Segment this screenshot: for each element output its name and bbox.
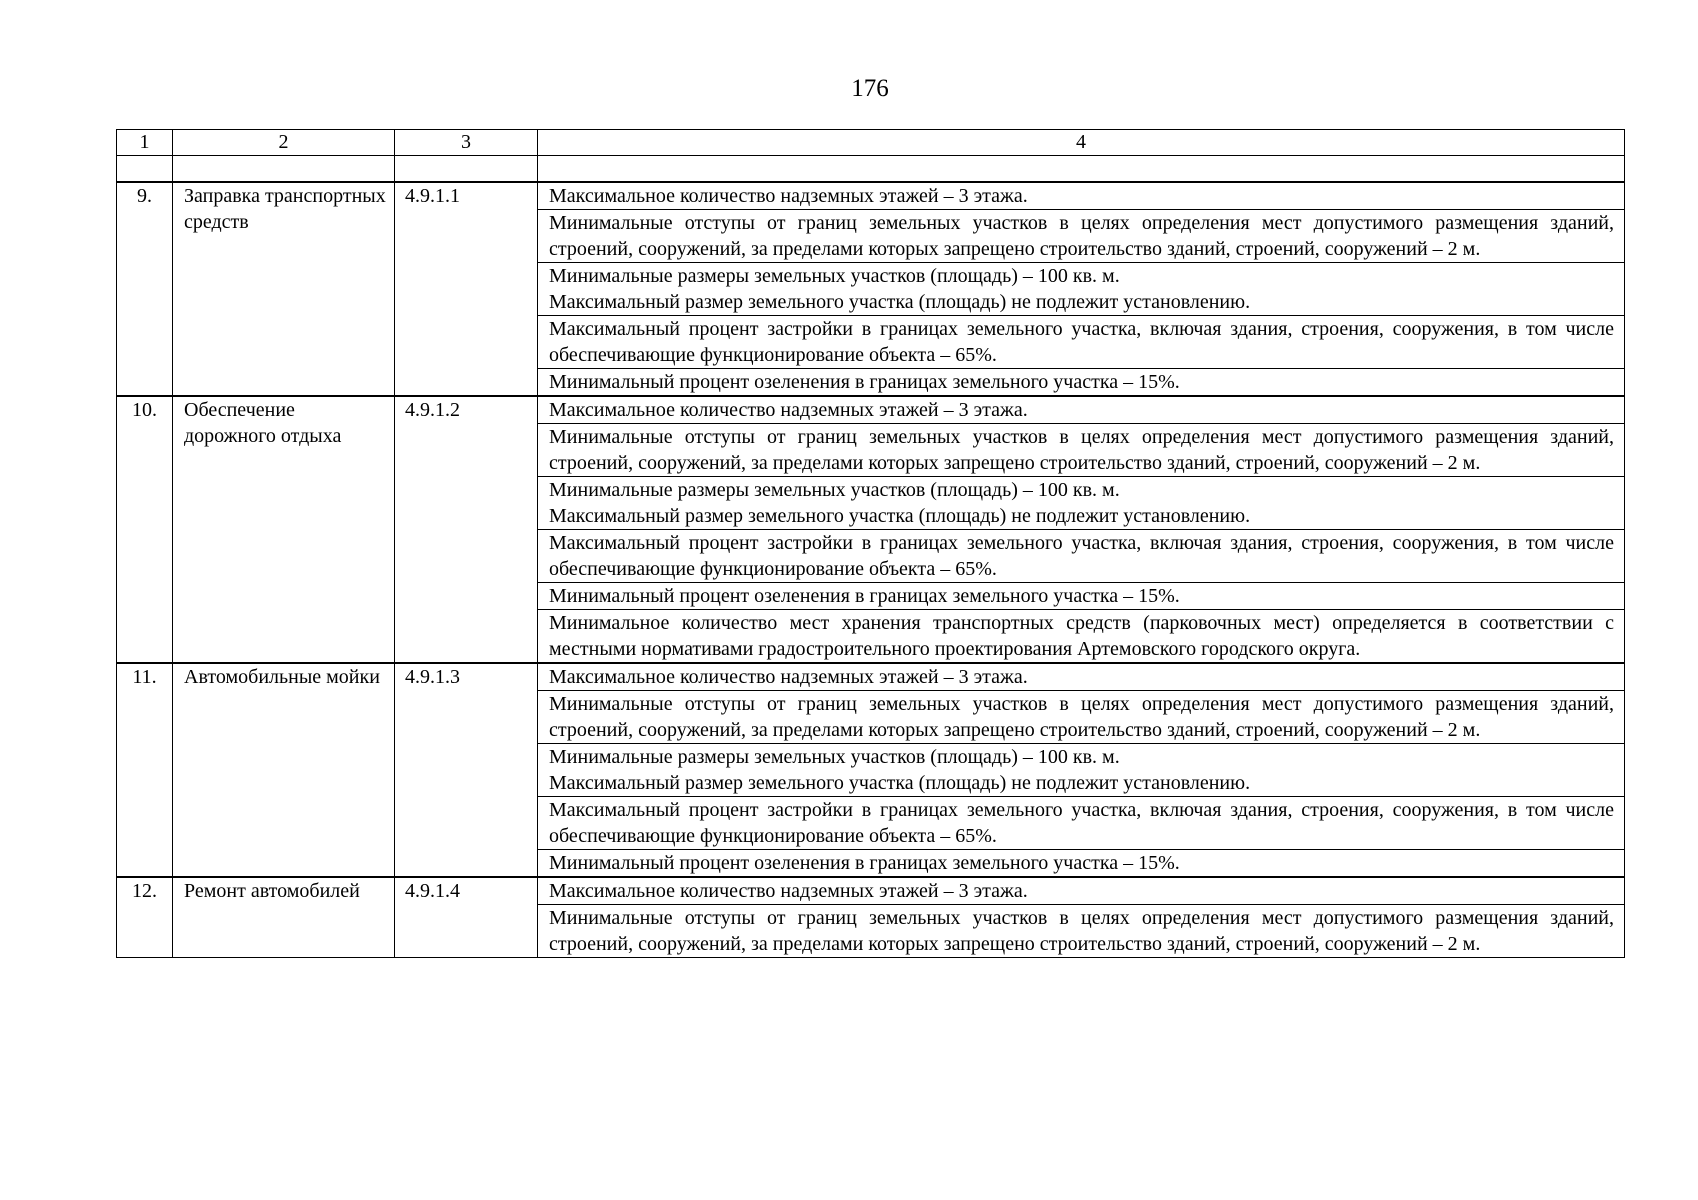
parameter-cell: Максимальный процент застройки в границах земельного участка, включая здания, строения, сооружения, в том числе обеспечивающие функционирование объекта – 65%.	[538, 530, 1625, 583]
item-number: 10.	[117, 396, 173, 663]
parameter-cell: Минимальные отступы от границ земельных участков в целях определения мест допустимого размещения зданий, строений, сооружений, за пределами которых запрещено строительство зданий, строений, сооружений – 2 м.	[538, 905, 1625, 958]
use-type-code: 4.9.1.1	[395, 182, 538, 396]
table-row	[117, 396, 1625, 424]
use-type-code: 4.9.1.2	[395, 396, 538, 663]
item-number: 12.	[117, 877, 173, 958]
item-number: 11.	[117, 663, 173, 877]
table-row	[117, 663, 1625, 691]
use-type-name: Заправка транспортных средств	[173, 182, 395, 396]
parameter-cell: Максимальное количество надземных этажей – 3 этажа.	[538, 877, 1625, 905]
parameter-cell: Минимальное количество мест хранения транспортных средств (парковочных мест) определяется в соответствии с местными нормативами градостроительного проектирования Артемовского городского округа.	[538, 610, 1625, 664]
parameter-cell: Минимальные отступы от границ земельных участков в целях определения мест допустимого размещения зданий, строений, сооружений, за пределами которых запрещено строительство зданий, строений, сооружений – 2 м.	[538, 210, 1625, 263]
header-cell-4: 4	[538, 130, 1625, 156]
use-type-name: Обеспечение дорожного отдыха	[173, 396, 395, 663]
parameter-cell: Максимальное количество надземных этажей – 3 этажа.	[538, 182, 1625, 210]
regulations-table	[116, 129, 1625, 958]
header-cell-1: 1	[117, 130, 173, 156]
page-number: 176	[851, 75, 889, 102]
parameter-cell: Минимальные размеры земельных участков (площадь) – 100 кв. м. Максимальный размер земельного участка (площадь) не подлежит установлению.	[538, 263, 1625, 316]
item-number: 9.	[117, 182, 173, 396]
parameter-cell: Минимальный процент озеленения в границах земельного участка – 15%.	[538, 369, 1625, 397]
table-header-row	[117, 130, 1625, 156]
header-cell-3: 3	[395, 130, 538, 156]
parameter-cell: Максимальный процент застройки в границах земельного участка, включая здания, строения, сооружения, в том числе обеспечивающие функционирование объекта – 65%.	[538, 316, 1625, 369]
use-type-name: Автомобильные мойки	[173, 663, 395, 877]
parameter-cell: Максимальное количество надземных этажей – 3 этажа.	[538, 663, 1625, 691]
use-type-name: Ремонт автомобилей	[173, 877, 395, 958]
parameter-cell: Минимальные размеры земельных участков (площадь) – 100 кв. м. Максимальный размер земельного участка (площадь) не подлежит установлению.	[538, 477, 1625, 530]
table-row	[117, 877, 1625, 905]
use-type-code: 4.9.1.3	[395, 663, 538, 877]
header-cell-2: 2	[173, 130, 395, 156]
parameter-cell: Минимальный процент озеленения в границах земельного участка – 15%.	[538, 850, 1625, 878]
parameter-cell: Максимальный процент застройки в границах земельного участка, включая здания, строения, сооружения, в том числе обеспечивающие функционирование объекта – 65%.	[538, 797, 1625, 850]
parameter-cell: Минимальные размеры земельных участков (площадь) – 100 кв. м. Максимальный размер земельного участка (площадь) не подлежит установлению.	[538, 744, 1625, 797]
table-spacer-row	[117, 156, 1625, 183]
parameter-cell: Минимальный процент озеленения в границах земельного участка – 15%.	[538, 583, 1625, 610]
parameter-cell: Минимальные отступы от границ земельных участков в целях определения мест допустимого размещения зданий, строений, сооружений, за пределами которых запрещено строительство зданий, строений, сооружений – 2 м.	[538, 691, 1625, 744]
table-row	[117, 182, 1625, 210]
parameter-cell: Максимальное количество надземных этажей – 3 этажа.	[538, 396, 1625, 424]
use-type-code: 4.9.1.4	[395, 877, 538, 958]
parameter-cell: Минимальные отступы от границ земельных участков в целях определения мест допустимого размещения зданий, строений, сооружений, за пределами которых запрещено строительство зданий, строений, сооружений – 2 м.	[538, 424, 1625, 477]
